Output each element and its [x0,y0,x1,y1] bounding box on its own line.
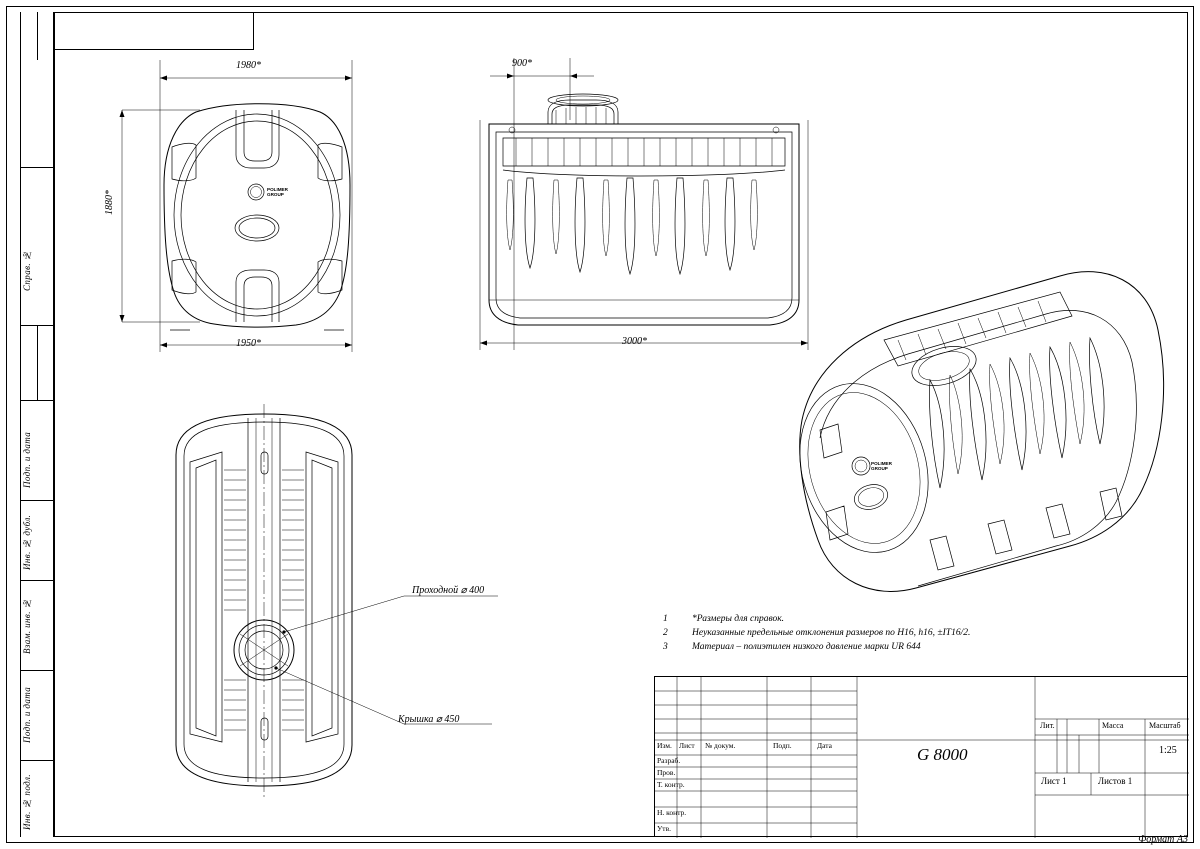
margin-label-inv-dubl: Инв. № дубл. [22,514,32,571]
front-height-dim: 1880* [104,190,115,215]
side-neck-dim: 900* [512,58,532,69]
logo-line-1: POLIMER [267,187,288,192]
side-length-dim: 3000* [622,336,647,347]
tb-row-prov: Пров. [657,768,676,777]
note-text-2: Неуказанные предельные отклонения размеров по H16, h16, ±IT16/2. [692,628,971,638]
front-height-dim-wrap [104,190,144,250]
tb-sheet: Лист 1 [1041,776,1067,786]
margin-label-vzam-inv: Взам. инв. № [22,598,32,654]
tb-sheets: Листов 1 [1098,776,1133,786]
tb-lit-label: Лит. [1040,721,1055,730]
front-width-top-dim: 1980* [236,60,261,71]
margin-label-inv-podl: Инв. № подл. [22,773,32,831]
tb-row-nkontr: Н. контр. [657,808,687,817]
margin-label-sprav: Справ. № [22,249,32,291]
tb-row-tkontr: Т. контр. [657,780,685,789]
sheet-format-label: Формат А3 [1138,834,1188,845]
margin-label-podp-data-1: Подп. и дата [22,431,32,489]
note-number-1: 1 [663,614,668,624]
logo-line-2-iso: GROUP [871,466,888,472]
logo-text-iso [871,461,892,472]
tb-col-data: Дата [817,741,832,750]
tb-col-izm: Изм. [657,741,672,750]
note-text-3: Материал – полиэтилен низкого давление марки UR 644 [692,642,921,652]
note-number-2: 2 [663,628,668,638]
tb-row-razrab: Разраб. [657,756,681,765]
tb-col-docnum: № докум. [705,741,736,750]
note-text-1: *Размеры для справок. [692,614,785,624]
tb-col-podp: Подп. [773,741,792,750]
logo-line-1-iso: POLIMER [871,461,892,466]
front-width-bottom-dim: 1950* [236,338,261,349]
title-block [654,676,1188,837]
tb-row-utv: Утв. [657,824,672,833]
tb-scale-label: Масштаб [1149,721,1181,730]
tb-designation: G 8000 [917,745,968,764]
tb-mass-label: Масса [1102,721,1124,730]
logo-text-front [267,187,288,198]
side-view [480,58,808,350]
note-number-3: 3 [663,642,668,652]
margin-label-podp-data-2: Подп. и дата [22,686,32,744]
front-view [120,60,353,352]
tb-col-list: Лист [679,741,695,750]
top-view [176,404,498,800]
logo-line-2: GROUP [267,192,284,198]
isometric-view [781,272,1164,592]
callout-lid-diameter: Крышка ⌀ 450 [398,714,460,725]
callout-passage-diameter: Проходной ⌀ 400 [412,585,485,596]
tb-scale-value: 1:25 [1159,745,1177,756]
